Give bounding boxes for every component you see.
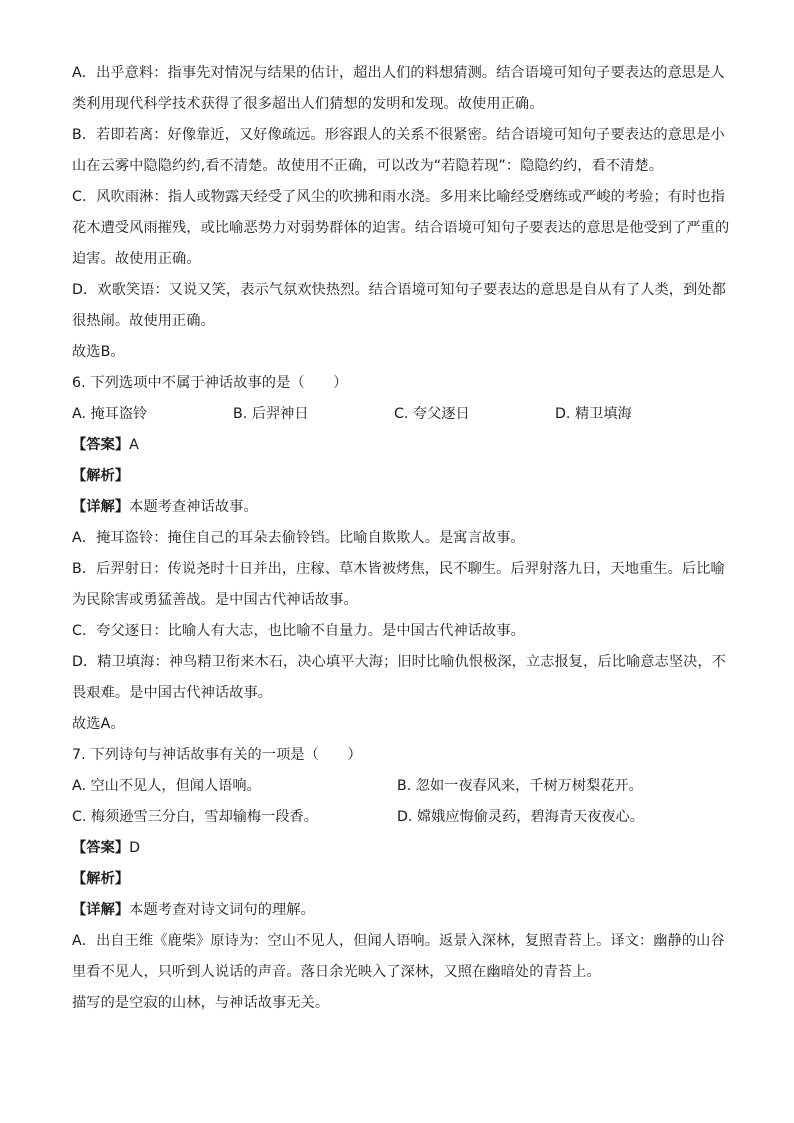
question-stem: 7. 下列诗句与神话故事有关的一项是（ ） [72, 747, 362, 763]
question-6 [72, 373, 726, 734]
answer-line [72, 838, 722, 858]
option-a: A. 空山不见人，但闻人语响。 [72, 778, 261, 794]
detail-text: 本题考查对诗文词句的理解。 [129, 902, 315, 918]
text-line: 里看不见人，只听到人说话的声音。落日余光映入了深林，又照在幽暗处的青苔上。 [72, 964, 601, 980]
detail-tag: 【详解】 [72, 499, 130, 515]
option-d: D. 嫦娥应悔偷灵药，碧海青天夜夜心。 [397, 809, 644, 825]
answer-value: A [129, 437, 139, 453]
text-line: 迫害。故使用正确。 [72, 251, 201, 267]
answer-value: D [129, 840, 141, 856]
option-row [72, 776, 722, 796]
text-line: B．后羿射日：传说尧时十日并出，庄稼、草木皆被烤焦，民不聊生。后羿射落九日，天地重生。后比喻 [72, 561, 725, 577]
detail-line [72, 497, 722, 517]
option-d: D. 精卫填海 [555, 406, 632, 422]
document-page [72, 63, 730, 1024]
text-line: B．若即若离：好像靠近，又好像疏远。形容跟人的关系不很紧密。结合语境可知句子要表达的意思是小 [72, 127, 725, 143]
answer-tag: 【答案】 [72, 840, 130, 856]
text-line: A．出自王维《鹿柴》原诗为：空山不见人，但闻人语响。返景入深林，复照青苔上。译文：幽静的山谷 [72, 933, 725, 949]
text-line: C．风吹雨淋：指人或物露天经受了风尘的吹拂和雨水浇。多用来比喻经受磨练或严峻的考验；有时也指 [72, 189, 725, 205]
text-line: 故选A。 [72, 716, 125, 732]
analysis-tag: 【解析】 [72, 871, 130, 887]
answer-tag: 【答案】 [72, 437, 130, 453]
text-line: A．掩耳盗铃：掩住自己的耳朵去偷铃铛。比喻自欺欺人。是寓言故事。 [72, 530, 525, 546]
question-7 [72, 745, 725, 1013]
analysis-tag: 【解析】 [72, 468, 130, 484]
text-line: 故选B。 [72, 344, 125, 360]
text-line: 花木遭受风雨摧残，或比喻恶势力对弱势群体的迫害。结合语境可知句子要表达的意思是他受到了严重的 [72, 220, 730, 236]
text-line: C．夸父逐日：比喻人有大志，也比喻不自量力。是中国古代神话故事。 [72, 623, 525, 639]
text-line: D．精卫填海：神鸟精卫衔来木石，决心填平大海；旧时比喻仇恨极深，立志报复，后比喻意志坚决，不 [72, 654, 726, 670]
option-c: C. 梅须逊雪三分白，雪却输梅一段香。 [72, 809, 318, 825]
text-line: 山在云雾中隐隐约约,看不清楚。故使用不正确，可以改为“若隐若现”：隐隐约约，看不清楚。 [72, 158, 664, 174]
text-line: 很热闹。故使用正确。 [72, 313, 215, 329]
answer-line [72, 435, 722, 455]
text-line: 类利用现代科学技术获得了很多超出人们猜想的发明和发现。故使用正确。 [72, 96, 544, 112]
question-stem: 6. 下列选项中不属于神话故事的是（ ） [72, 375, 348, 391]
detail-tag: 【详解】 [72, 902, 130, 918]
option-row [72, 807, 722, 827]
text-line: A．出乎意料：指事先对情况与结果的估计，超出人们的料想猜测。结合语境可知句子要表达的意思是人 [72, 65, 725, 81]
option-b: B. 后羿神日 [233, 406, 309, 422]
text-line: D．欢歌笑语：又说又笑，表示气氛欢快热烈。结合语境可知句子要表达的意思是自从有了人类，到处都 [72, 282, 726, 298]
option-list [72, 404, 722, 424]
q5-explanation [72, 63, 730, 362]
option-c: C. 夸父逐日 [394, 406, 470, 422]
option-b: B. 忽如一夜春风来，千树万树梨花开。 [397, 778, 643, 794]
text-line: 为民除害或勇猛善战。是中国古代神话故事。 [72, 592, 358, 608]
detail-line [72, 900, 722, 920]
text-line: 描写的是空寂的山林，与神话故事无关。 [72, 995, 330, 1011]
detail-text: 本题考查神话故事。 [129, 499, 258, 515]
text-line: 畏艰难。是中国古代神话故事。 [72, 685, 273, 701]
option-a: A. 掩耳盗铃 [72, 406, 148, 422]
